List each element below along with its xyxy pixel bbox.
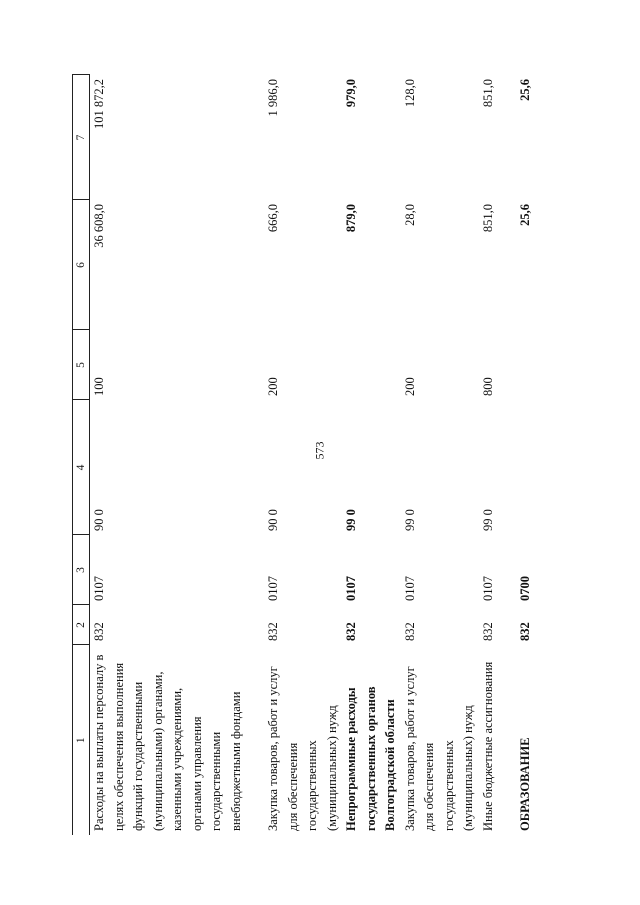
row-section: 0107 bbox=[480, 576, 495, 601]
row-amount-1: 851,0 bbox=[480, 204, 495, 233]
row-amount-2: 851,0 bbox=[480, 79, 495, 108]
row-amount-2: 979,0 bbox=[344, 79, 358, 108]
row-expense-type: 100 bbox=[92, 377, 106, 396]
row-section: 0700 bbox=[518, 576, 532, 601]
row-expense-type: 800 bbox=[480, 377, 495, 396]
column-header: 3 bbox=[73, 535, 90, 605]
row-expense-type bbox=[342, 330, 401, 400]
row-name: Закупка товаров, работ и услуг для обеспечения государственных (муниципальных) нужд bbox=[402, 666, 475, 831]
table-header-row bbox=[73, 75, 90, 835]
row-code: 832 bbox=[344, 622, 358, 641]
row-name: Расходы на выплаты персоналу в целях обеспечения выполнения функций государственными (муниципальными) органами, казенными учреждениями, органами управления государственными внебюджетными фондами bbox=[92, 654, 243, 831]
row-code: 832 bbox=[402, 622, 417, 641]
column-header: 6 bbox=[73, 200, 90, 330]
column-header: 7 bbox=[73, 75, 90, 200]
column-header: 5 bbox=[73, 330, 90, 400]
row-amount-2: 1 986,0 bbox=[266, 79, 280, 117]
row-amount-1: 666,0 bbox=[266, 204, 280, 233]
row-name: ОБРАЗОВАНИЕ bbox=[518, 737, 532, 831]
table-row bbox=[401, 75, 479, 835]
page-number: 573 bbox=[312, 441, 327, 460]
row-expense-type: 200 bbox=[402, 377, 417, 396]
budget-table bbox=[72, 75, 536, 836]
row-section: 0107 bbox=[92, 576, 106, 601]
table-row bbox=[342, 75, 401, 835]
row-target: 90 0 bbox=[266, 509, 280, 531]
row-amount-2: 25,6 bbox=[518, 79, 532, 101]
row-name: Непрограммные расходы государственных органов Волгоградской области bbox=[344, 686, 397, 831]
row-target: 99 0 bbox=[402, 509, 417, 531]
rotated-budget-table bbox=[72, 75, 582, 835]
row-name: Иные бюджетные ассигнования bbox=[480, 661, 495, 831]
row-spacer bbox=[498, 75, 516, 835]
row-target: 99 0 bbox=[480, 509, 495, 531]
row-amount-2: 101 872,2 bbox=[92, 79, 106, 129]
column-header: 2 bbox=[73, 605, 90, 645]
row-expense-type bbox=[516, 330, 536, 400]
row-code: 832 bbox=[518, 622, 532, 641]
row-code: 832 bbox=[266, 622, 280, 641]
column-header: 4 bbox=[73, 400, 90, 535]
row-code: 832 bbox=[480, 622, 495, 641]
row-amount-2: 128,0 bbox=[402, 79, 417, 108]
table-row bbox=[90, 75, 247, 835]
row-section: 0107 bbox=[344, 576, 358, 601]
row-target bbox=[516, 400, 536, 535]
row-code: 832 bbox=[92, 622, 106, 641]
row-spacer bbox=[246, 75, 264, 835]
row-amount-1: 36 608,0 bbox=[92, 204, 106, 248]
row-amount-1: 28,0 bbox=[402, 204, 417, 226]
row-expense-type: 200 bbox=[266, 377, 280, 396]
table-row bbox=[479, 75, 499, 835]
row-name: Закупка товаров, работ и услуг для обеспечения государственных (муниципальных) нужд bbox=[266, 666, 339, 831]
row-amount-1: 25,6 bbox=[518, 204, 532, 226]
table-row bbox=[264, 75, 342, 835]
column-header: 1 bbox=[73, 645, 90, 835]
row-section: 0107 bbox=[402, 576, 417, 601]
table-row bbox=[516, 75, 536, 835]
row-target: 99 0 bbox=[344, 509, 358, 531]
row-target: 90 0 bbox=[92, 509, 106, 531]
row-amount-1: 879,0 bbox=[344, 204, 358, 233]
row-section: 0107 bbox=[266, 576, 280, 601]
